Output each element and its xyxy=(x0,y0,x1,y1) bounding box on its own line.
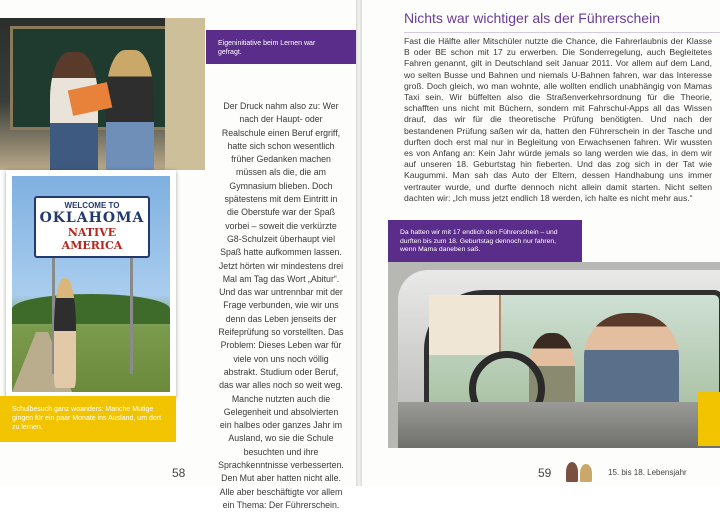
yellow-accent-strip xyxy=(698,392,720,446)
car-door xyxy=(398,402,720,448)
photo-caption-box xyxy=(0,396,176,442)
photo-caption-banner xyxy=(206,30,356,64)
body-text: Der Druck nahm also zu: Wer nach der Haupt- oder Realschule einen Beruf ergriff, hatte sich schon wesentlich früher Gedanken machen müssen als die, die am Gymnasium blieben. Doch spätestens mit dem Eintritt in die Oberstufe war der Spaß vorbei – soweit die verkürzte G8-Schulzeit überhaupt viel Spaß hatte aufkommen lassen. Jetzt hörten wir mindestens drei Mal am Tag das Wort „Abitur“. Und das war untrennbar mit der Frage verbunden, wie wir uns denn das Leben jenseits der Reifeprüfung so vorstellten. Das Problem: Dieses Leben war für viele von uns noch völlig abstrakt. Studium oder Beruf, das war alles noch so weit weg. Manche nutzten auch die Gelegenheit und absolvierten ein halbes oder ganzes Jahr im Ausland, wo sie die Schule besuchten und ihre Sprachkenntnisse verbesserten. Den Mut aber hatten nicht alle. Alle aber beschäftigte vor allem ein Thema: Der Führerschein. xyxy=(218,101,344,510)
section-title: Nichts war wichtiger als der Führerschein xyxy=(404,10,660,26)
left-page xyxy=(0,0,356,510)
driving-photo xyxy=(388,262,720,448)
welcome-sign xyxy=(34,196,150,258)
oklahoma-photo xyxy=(6,170,176,398)
trees xyxy=(12,294,170,324)
page-number: 58 xyxy=(172,466,186,480)
sign-post xyxy=(130,254,133,374)
thumbnail-figure xyxy=(566,462,578,482)
chapter-label: 15. bis 18. Lebensjahr xyxy=(608,468,687,477)
chapter-thumbnail xyxy=(562,462,602,482)
title-rule xyxy=(404,32,720,33)
photo-caption-text: Schulbesuch ganz woanders: Manche Mutige gingen für ein paar Monate ins Ausland, um dort zu lernen. xyxy=(12,406,162,431)
sign-line-3: NATIVE AMERICA xyxy=(61,226,123,252)
thumbnail-figure xyxy=(580,464,592,482)
wall xyxy=(165,18,205,170)
page-number: 59 xyxy=(538,466,552,480)
banner-caption-text: Da hatten wir mit 17 endlich den Führerschein – und durften bis zum 18. Geburtstag dennoch nur fahren, wenn Mama daneben saß. xyxy=(400,229,558,254)
banner-caption-text: Eigeninitiative beim Lernen war gefragt. xyxy=(218,40,316,56)
landscape xyxy=(12,176,170,392)
sign-line-2: OKLAHOMA xyxy=(39,210,145,226)
classroom-photo xyxy=(0,18,205,170)
house-background xyxy=(429,295,501,355)
student-posing xyxy=(54,278,76,388)
body-text: Fast die Hälfte aller Mitschüler nutzte die Chance, die Fahrerlaubnis der Klasse B oder BE schon mit 17 zu erwerben. Die Sonderregelung, auch Begleitetes Fahren genannt, gilt in Deutschland seit Januar 2011. Vor allem auf dem Land, wo selten Busse und Bahnen und niemals U-Bahnen fahren, war das Interesse groß. Doch gleich, wo man wohnte, alle wollten endlich unabhängig von Mamas Taxi sein. Wir büffelten also die Straßenverkehrsordnung für die Theorie, schafften uns nicht mit Büchern, sondern mit Fahrschul-Apps all das Wissen drauf, das wir für die theoretische Prüfung benötigten. Und nach der bestandenen Prüfung saßen wir da, hatten den Führerschein in der Tasche und durften doch erst mal nur in Begleitung von Erwachsenen fahren. Wir wussten es von Anfang an: Kein Jahr würde jemals so lang werden wie das, in dem wir auf unseren 18. Geburtstag hin fieberten. Und das zog sich in der Tat wie Kaugummi. Man sah das Auto der Eltern, dessen Handhabung uns immer vertrauter wurde, und durfte dennoch nicht allein damit starten. Nicht selten dachten wir: „Ich muss jetzt endlich 18 werden, ich halte es nicht mehr aus.“ xyxy=(404,36,712,203)
car-window xyxy=(424,290,720,416)
car xyxy=(398,270,720,448)
right-page xyxy=(362,0,720,486)
photo-caption-banner xyxy=(388,220,582,262)
student-girl-blonde xyxy=(106,50,154,170)
young-driver xyxy=(584,313,679,411)
sign-line-1: WELCOME TO xyxy=(64,201,120,210)
